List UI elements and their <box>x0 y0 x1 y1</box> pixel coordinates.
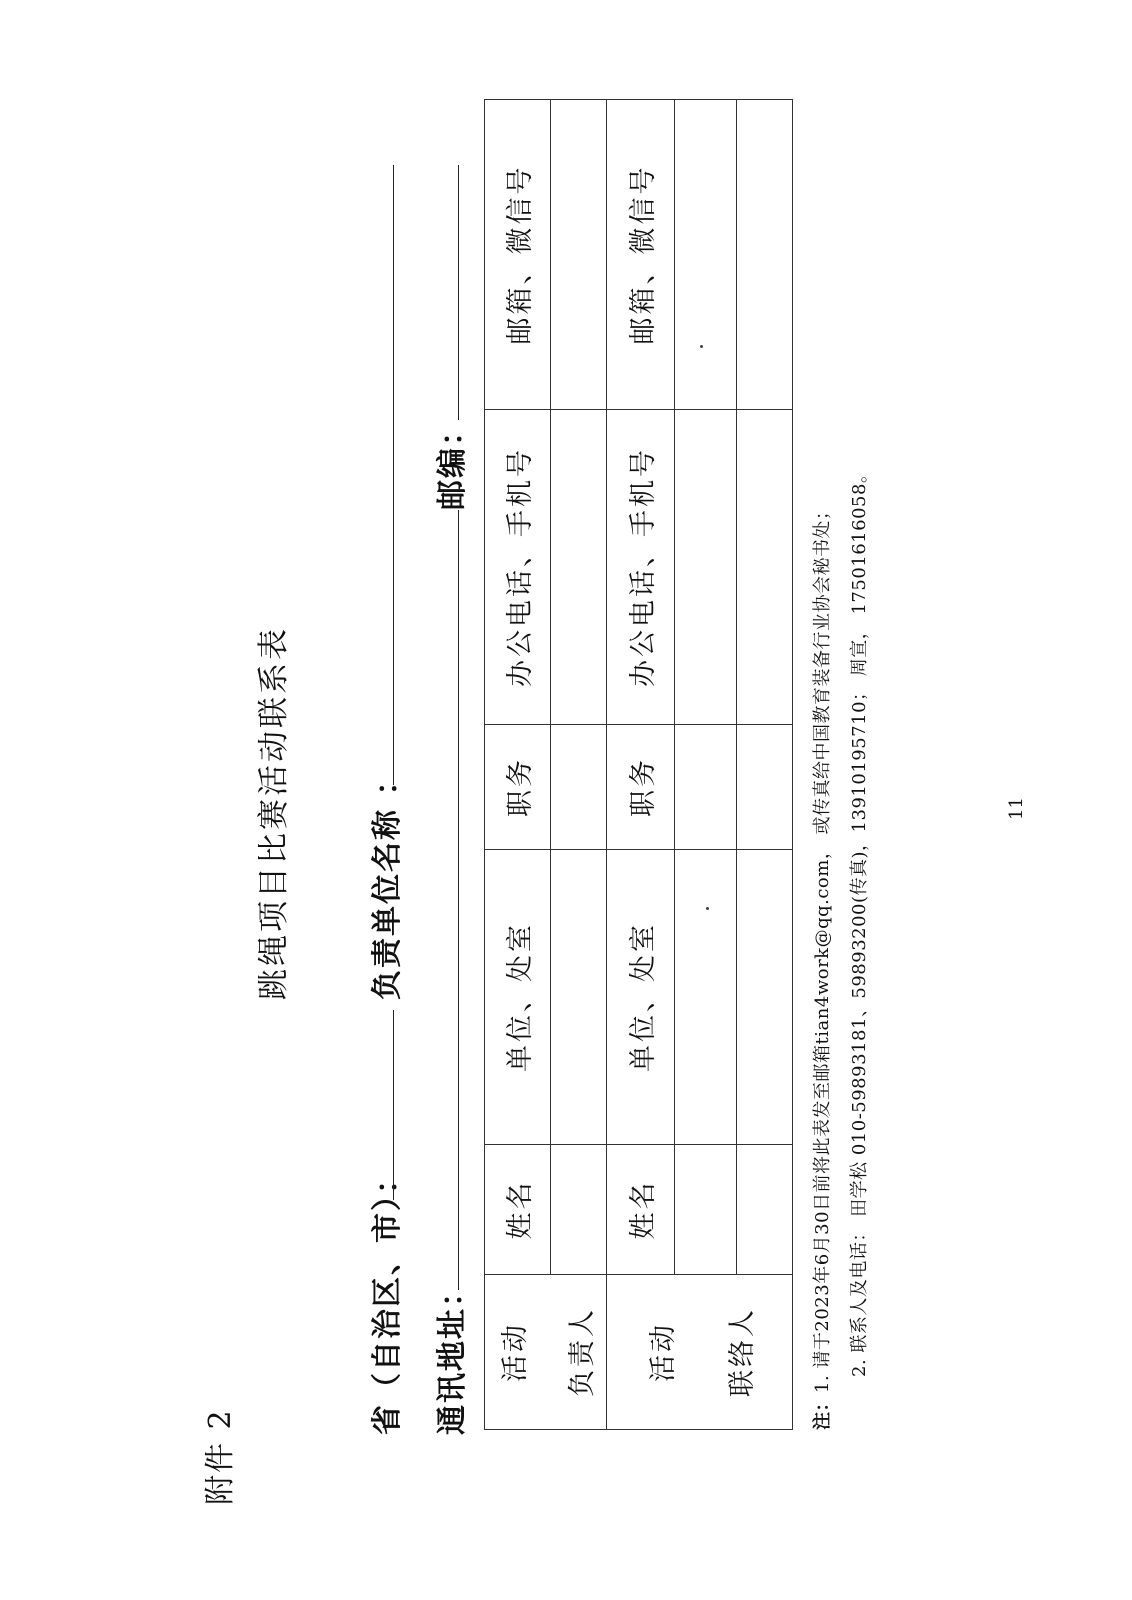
section2-header-row <box>607 100 675 1430</box>
section2-blank-row <box>675 100 737 1430</box>
note-text-1: 1. 请于2023年6月30日前将此表发至邮箱tian4work@qq.com， 或传真给中国教育装备行业协会秘书处； <box>812 501 833 1393</box>
header-email: 邮箱、微信号 <box>485 100 551 410</box>
header-name: 姓名 <box>607 1145 675 1275</box>
blank-cell[interactable] <box>675 1145 737 1275</box>
section1-header-row <box>485 100 551 1430</box>
province-label: 省（自治区、市）： <box>370 1162 405 1435</box>
blank-cell[interactable] <box>551 725 607 850</box>
address-label: 通讯地址： <box>435 1275 470 1435</box>
header-position: 职务 <box>607 725 675 850</box>
section2-label-cell <box>607 1275 793 1430</box>
note-prefix: 注： <box>812 1393 833 1430</box>
section1-label-line1: 活动 <box>499 1322 531 1382</box>
section1-label-line2: 负责人 <box>566 1307 598 1397</box>
blank-cell[interactable] <box>737 725 793 850</box>
blank-cell[interactable] <box>737 410 793 725</box>
blank-cell[interactable] <box>675 410 737 725</box>
section2-label-line1: 活动 <box>647 1322 679 1382</box>
section1-label-cell <box>485 1275 607 1430</box>
note-line-1 <box>808 501 834 1430</box>
attachment-label: 附件 2 <box>203 1408 238 1505</box>
blank-cell[interactable] <box>551 850 607 1145</box>
header-name: 姓名 <box>485 1145 551 1275</box>
scan-speck <box>706 907 709 910</box>
scan-speck <box>700 345 703 348</box>
unit-name-field[interactable] <box>393 165 394 785</box>
section1-blank-row <box>551 100 607 1430</box>
blank-cell[interactable] <box>551 410 607 725</box>
address-field[interactable] <box>458 510 459 1290</box>
blank-cell[interactable] <box>737 1145 793 1275</box>
unit-name-label: 负责单位名称 ： <box>370 763 405 1000</box>
province-field[interactable] <box>393 1010 394 1200</box>
header-phone: 办公电话、手机号 <box>485 410 551 725</box>
page-number: 11 <box>1006 797 1027 820</box>
header-unit: 单位、处室 <box>485 850 551 1145</box>
header-email: 邮箱、微信号 <box>607 100 675 410</box>
header-unit: 单位、处室 <box>607 850 675 1145</box>
note-line-2: 2. 联系人及电话： 田学松 010-59893181、59893200(传真)，13910195710； 周宣， 17501616058。 <box>849 464 870 1377</box>
section2-blank-row <box>737 100 793 1430</box>
blank-cell[interactable] <box>737 850 793 1145</box>
section2-label-line2: 联络人 <box>726 1307 758 1397</box>
blank-cell[interactable] <box>675 100 737 410</box>
header-position: 职务 <box>485 725 551 850</box>
blank-cell[interactable] <box>551 100 607 410</box>
blank-cell[interactable] <box>675 725 737 850</box>
header-phone: 办公电话、手机号 <box>607 410 675 725</box>
postcode-field[interactable] <box>458 165 459 420</box>
postcode-label: 邮编： <box>435 414 470 510</box>
blank-cell[interactable] <box>551 1145 607 1275</box>
blank-cell[interactable] <box>737 100 793 410</box>
blank-cell[interactable] <box>675 850 737 1145</box>
form-title: 跳绳项目比赛活动联系表 <box>256 626 292 1000</box>
contact-table <box>484 99 793 1430</box>
